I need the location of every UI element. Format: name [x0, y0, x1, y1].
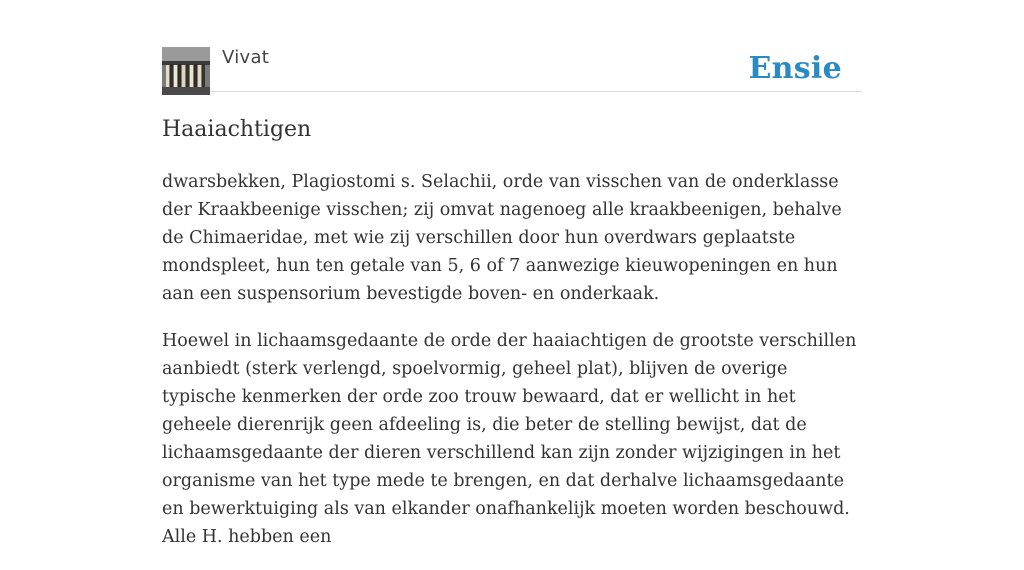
page-title: Haaiachtigen — [162, 117, 312, 142]
avatar[interactable] — [162, 47, 210, 95]
article-header — [162, 47, 862, 92]
paragraph: dwarsbekken, Plagiostomi s. Selachii, orde van visschen van de onderklasse der Kraakbeenige visschen; zij omvat nagenoeg alle kraakbeenigen, behalve de Chimaeridae, met wie zij verschillen door hun overdwars geplaatste mondspleet, hun ten getale van 5, 6 of 7 aanwezige kieuwopeningen en hun aan een suspensorium bevestigde boven- en onderkaak. — [162, 172, 842, 304]
bookshelf-avatar-icon — [162, 47, 210, 95]
article-body — [162, 168, 862, 570]
paragraph: Hoewel in lichaamsgedaante de orde der haaiachtigen de grootste verschillen aanbiedt (sterk verlengd, spoelvormig, geheel plat), blijven de overige typische kenmerken der orde zoo trouw bewaard, dat er wellicht in het geheele dierenrijk geen afdeeling is, die beter de stelling bewijst, dat de lichaamsgedaante der dieren verschillend kan zijn zonder wijzigingen in het organisme van het type mede te brengen, en dat derhalve lichaamsgedaante en bewerktuiging als van elkander onafhankelijk moeten worden beschouwd. Alle H. hebben een — [162, 331, 857, 547]
author-name[interactable]: Vivat — [222, 47, 270, 68]
brand-logo[interactable]: Ensie — [748, 51, 842, 86]
